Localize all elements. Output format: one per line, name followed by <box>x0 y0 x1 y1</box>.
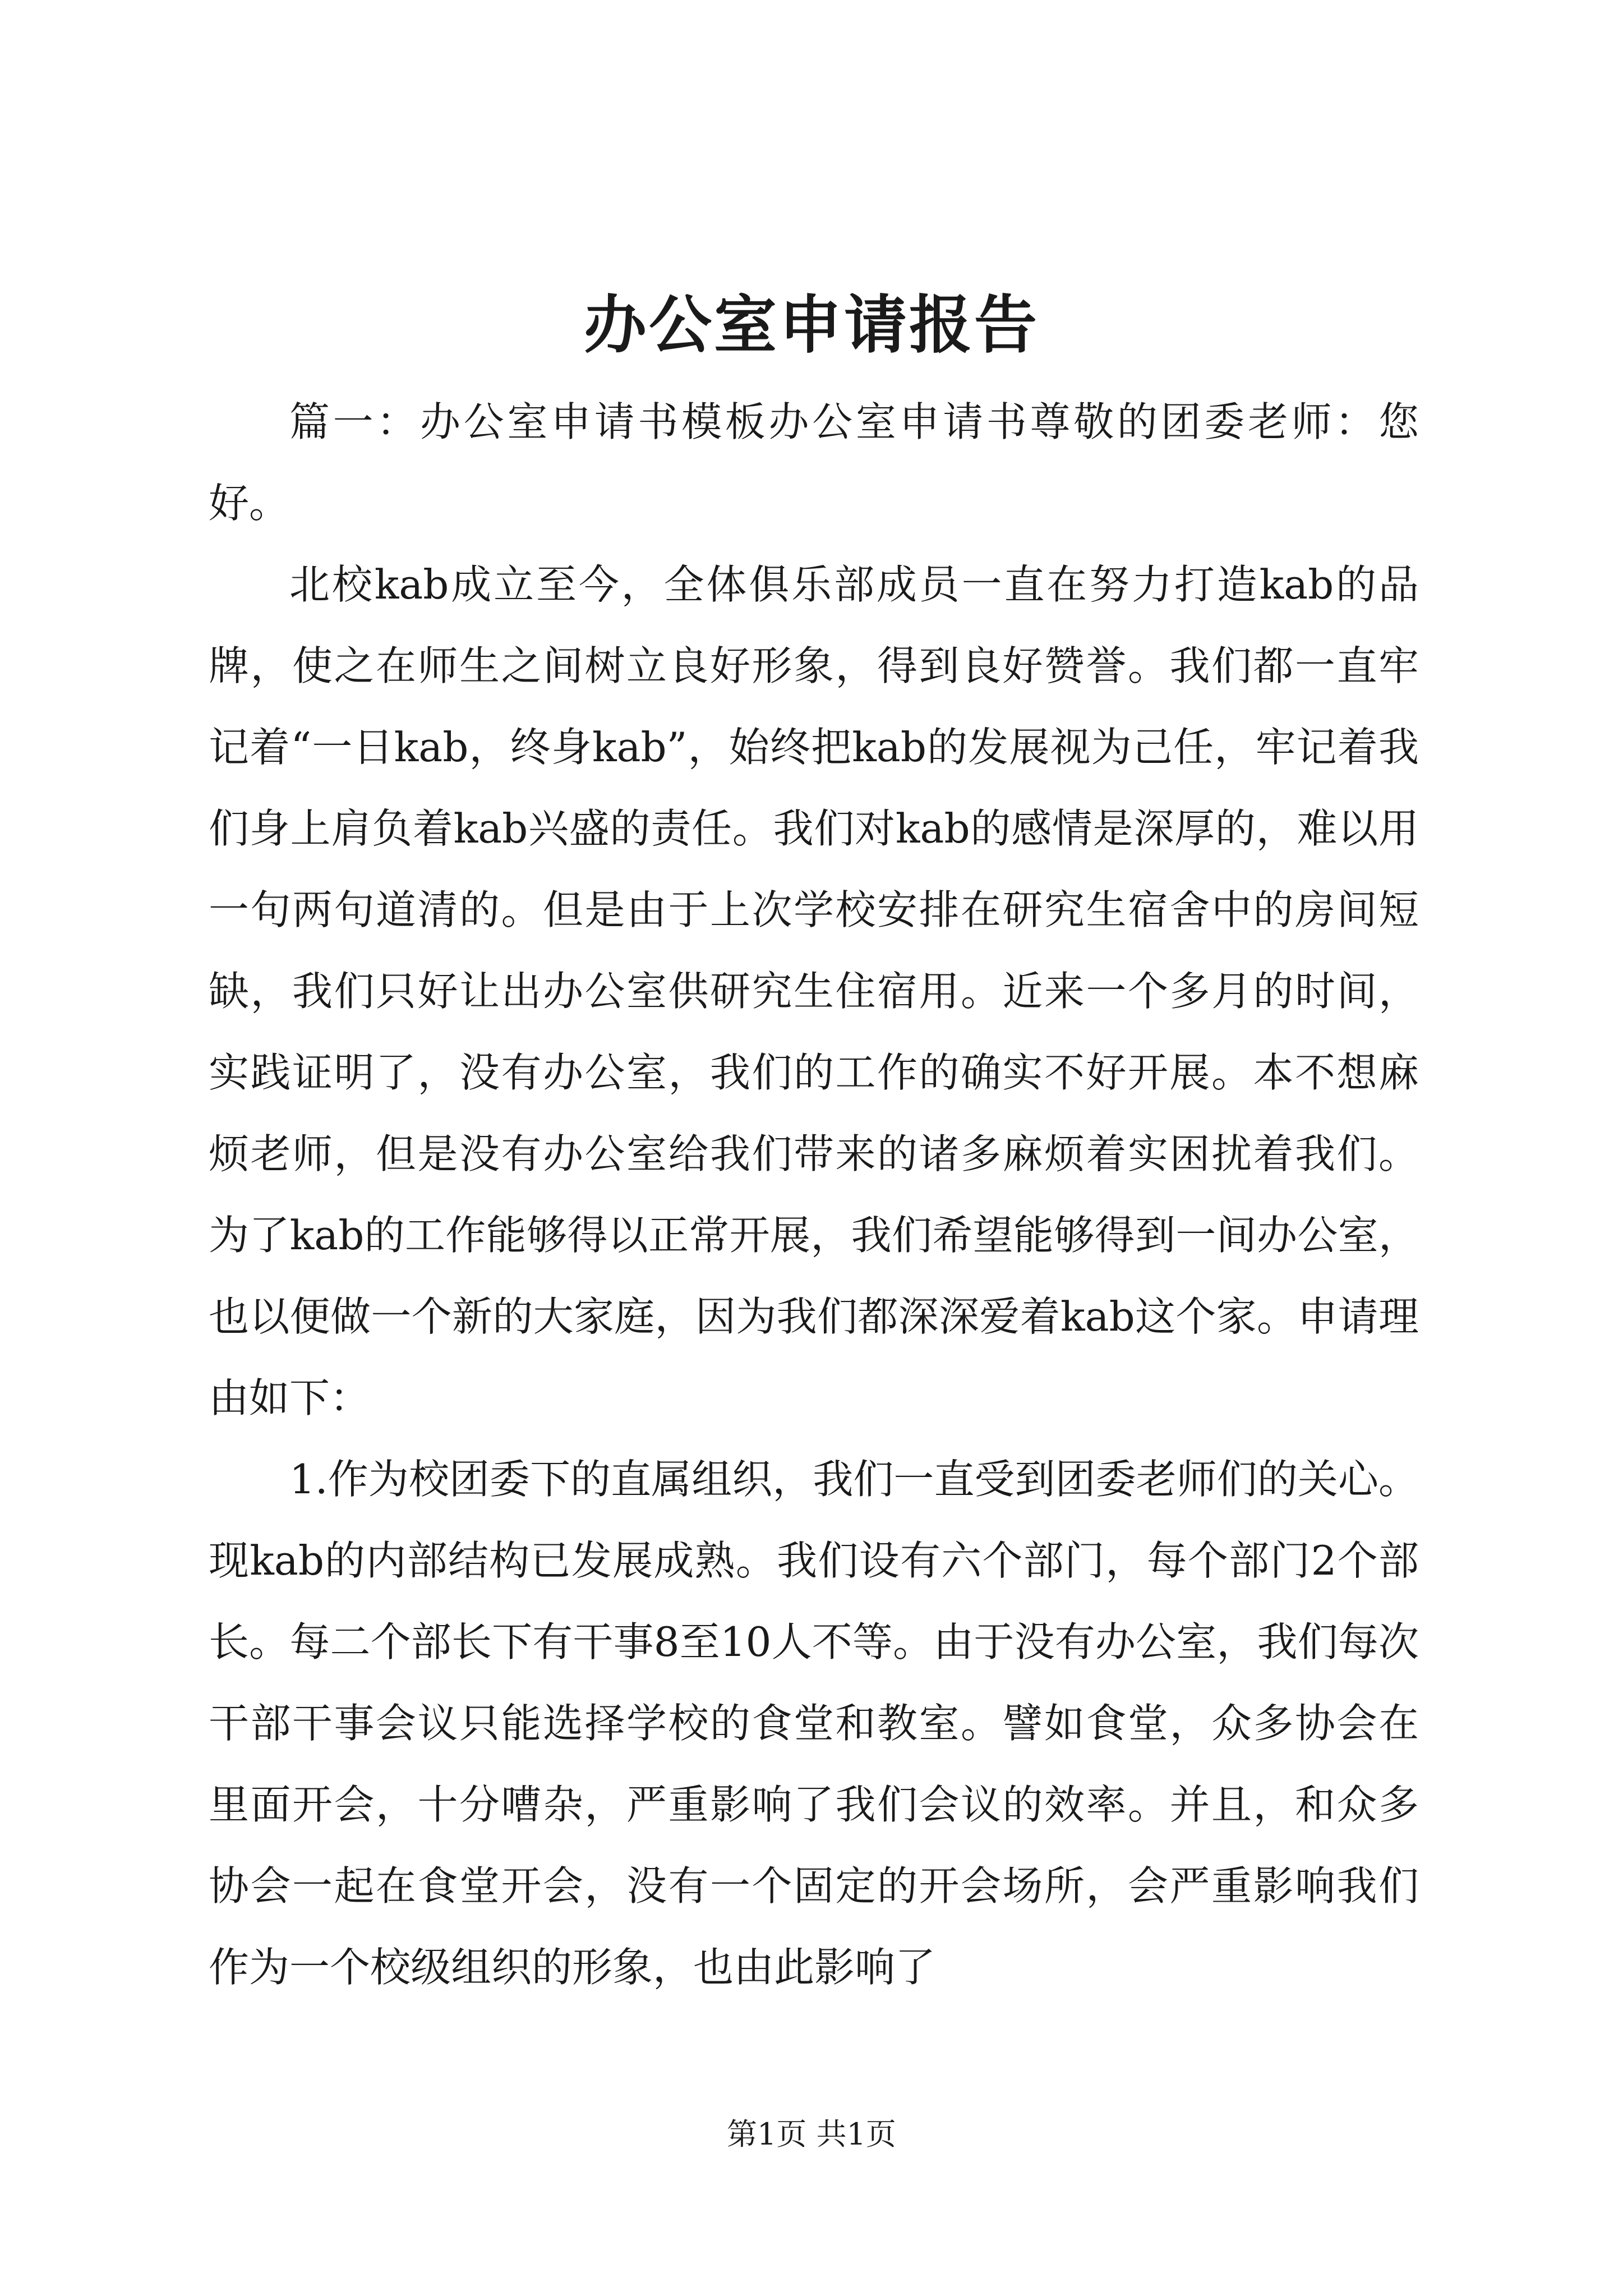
page-footer: 第1页 共1页 <box>727 2116 896 2152</box>
document-body <box>209 381 1419 2008</box>
paragraph-intro: 篇一：办公室申请书模板办公室申请书尊敬的团委老师：您好。 <box>209 398 1419 527</box>
paragraph-reason-1: 1.作为校团委下的直属组织，我们一直受到团委老师们的关心。现kab的内部结构已发展成熟。我们设有六个部门，每个部门2个部长。每二个部长下有干事8至10人不等。由于没有办公室，我们每次干部干事会议只能选择学校的食堂和教室。譬如食堂，众多协会在里面开会，十分嘈杂，严重影响了我们会议的效率。并且，和众多协会一起在食堂开会，没有一个固定的开会场所，会严重影响我们作为一个校级组织的形象，也由此影响了 <box>209 1456 1419 1991</box>
paragraph-background: 北校kab成立至今，全体俱乐部成员一直在努力打造kab的品牌，使之在师生之间树立良好形象，得到良好赞誉。我们都一直牢记着“一日kab，终身kab”，始终把kab的发展视为己任，牢记着我们身上肩负着kab兴盛的责任。我们对kab的感情是深厚的，难以用一句两句道清的。但是由于上次学校安排在研究生宿舍中的房间短缺，我们只好让出办公室供研究生住宿用。近来一个多月的时间，实践证明了，没有办公室，我们的工作的确实不好开展。本不想麻烦老师，但是没有办公室给我们带来的诸多麻烦着实困扰着我们。为了kab的工作能够得以正常开展，我们希望能够得到一间办公室，也以便做一个新的大家庭，因为我们都深深爱着kab这个家。申请理由如下： <box>209 561 1419 1421</box>
document-title: 办公室申请报告 <box>584 288 1039 362</box>
